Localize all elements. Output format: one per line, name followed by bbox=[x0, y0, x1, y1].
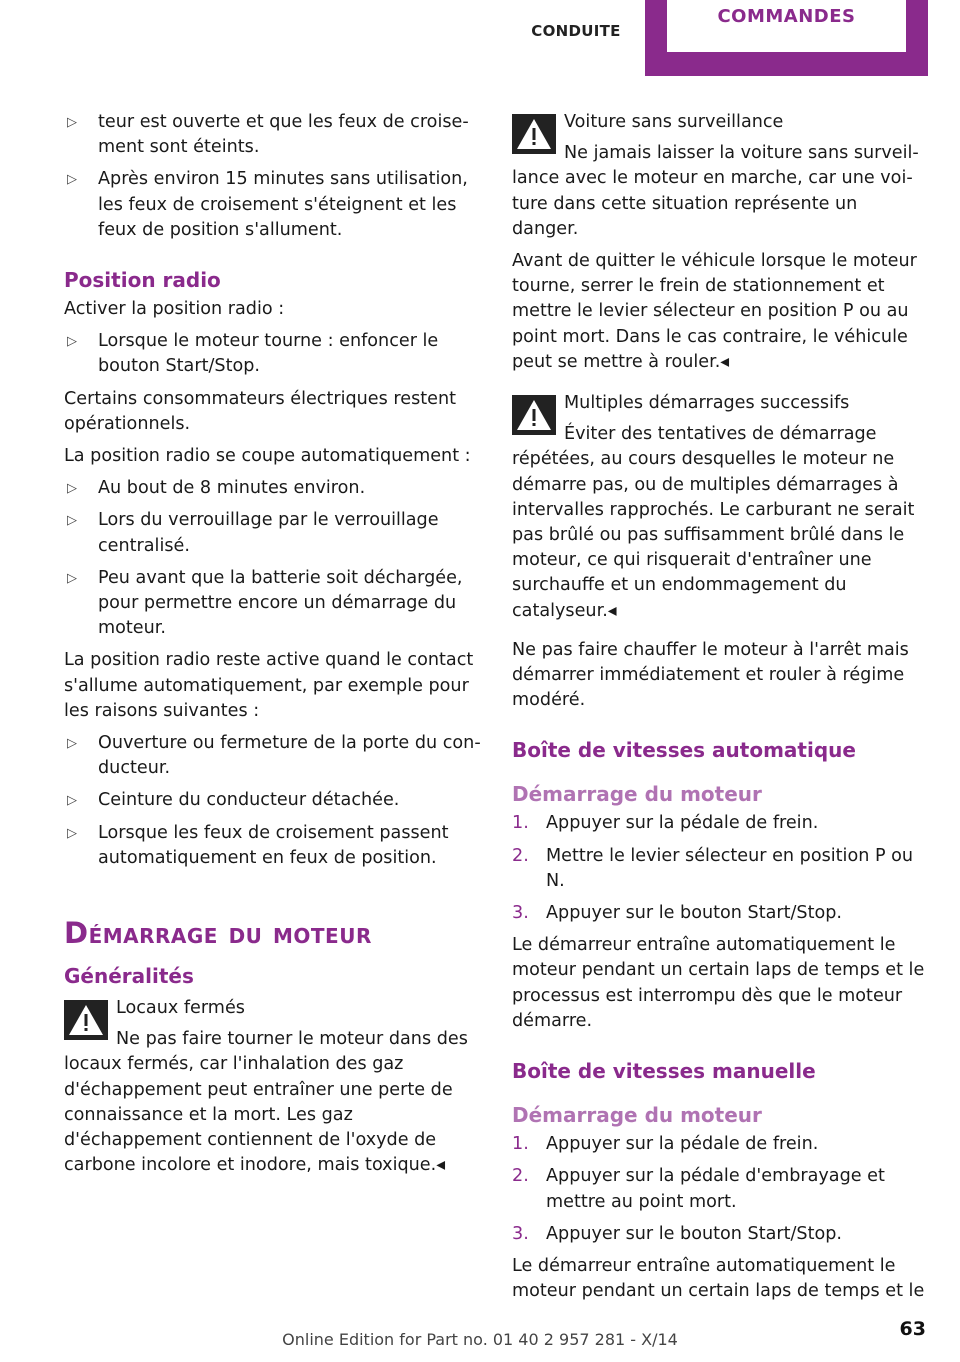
warning-locaux-fermes bbox=[64, 996, 482, 1178]
left-column bbox=[64, 110, 482, 1179]
section-tab-conduite[interactable]: CONDUITE bbox=[531, 22, 621, 40]
warning-body: Éviter des tentatives de démarrage répétées, au cours desquelles le moteur ne démarre pas, ou de multiples démarrages à intervalles rapprochés. Le carburant ne serait pas brûlé ou pas suffisamment brûlé dans le moteur, ce qui risquerait d'entraîner une surchauffe et un endommagement du catalyseur.◂ bbox=[512, 424, 915, 621]
warning-body: Ne pas faire tourner le moteur dans des locaux fermés, car l'inhalation des gaz d'échappement peut entraîner une perte de connaissance et la mort. Les gaz d'échappement contiennent de l'oxyde de carbone incolore et inodore, mais toxique.◂ bbox=[64, 1029, 468, 1176]
heading-boite-automatique: Boîte de vitesses automatique bbox=[512, 738, 856, 763]
subheading-demarrage-manuelle: Démarrage du moteur bbox=[512, 1103, 762, 1128]
right-column bbox=[512, 110, 928, 1304]
bullet-item: ▷ Peu avant que la batterie soit déchargée, pour permettre encore un démarrage du moteur. bbox=[64, 566, 482, 642]
step-number: 2. bbox=[512, 845, 529, 866]
bullet-item: ▷ Au bout de 8 minutes environ. bbox=[64, 476, 482, 501]
bullet-item: ▷ Ouverture ou fermeture de la porte du conducteur. bbox=[64, 731, 482, 781]
warning-triangle-icon bbox=[512, 114, 556, 154]
warning-body: Ne jamais laisser la voiture sans surveillance avec le moteur en marche, car une voiture dans cette situation représente un danger. bbox=[512, 143, 919, 239]
bullet-item: ▷ Ceinture du conducteur détachée. bbox=[64, 788, 482, 813]
bullet-item: ▷ Après environ 15 minutes sans utilisation, les feux de croisement s'éteignent et les feux de position s'allument. bbox=[64, 167, 482, 243]
step-text: Appuyer sur la pédale d'embrayage et mettre au point mort. bbox=[546, 1166, 885, 1212]
bullet-item: ▷ Lors du verrouillage par le verrouillage centralisé. bbox=[64, 508, 482, 558]
heading-generalites: Généralités bbox=[64, 964, 194, 989]
section-tab-commandes-active[interactable] bbox=[645, 0, 928, 76]
paragraph: Avant de quitter le véhicule lorsque le moteur tourne, serrer le frein de stationnement et mettre le levier sélecteur en position P ou au point mort. Dans le cas contraire, le véhicule peut se mettre à rouler.◂ bbox=[512, 251, 917, 372]
heading-position-radio: Position radio bbox=[64, 268, 221, 293]
step-number: 3. bbox=[512, 903, 529, 924]
paragraph: Le démarreur entraîne automatiquement le moteur pendant un certain laps de temps et le processus est interrompu dès que le moteur démarre. bbox=[512, 935, 925, 1031]
warning-demarrages-successifs bbox=[512, 391, 928, 624]
heading-boite-manuelle: Boîte de vitesses manuelle bbox=[512, 1059, 816, 1084]
warning-voiture-sans-surveillance bbox=[512, 110, 928, 242]
step-number: 1. bbox=[512, 813, 529, 834]
paragraph: La position radio se coupe automatiquement : bbox=[64, 446, 471, 467]
warning-triangle-icon bbox=[512, 395, 556, 435]
warning-title: Locaux fermés bbox=[116, 998, 245, 1019]
step-number: 3. bbox=[512, 1223, 529, 1244]
step-number: 1. bbox=[512, 1134, 529, 1155]
paragraph: Activer la position radio : bbox=[64, 299, 285, 320]
step-text: Appuyer sur le bouton Start/Stop. bbox=[546, 1223, 843, 1244]
warning-triangle-icon bbox=[64, 1000, 108, 1040]
step-text: Appuyer sur la pédale de frein. bbox=[546, 813, 819, 834]
section-heading-demarrage: Démarrage du moteur bbox=[64, 916, 372, 951]
subheading-demarrage-auto: Démarrage du moteur bbox=[512, 782, 762, 807]
paragraph: Certains consommateurs électriques restent opérationnels. bbox=[64, 388, 457, 434]
paragraph: Le démarreur entraîne automatiquement le moteur pendant un certain laps de temps et le bbox=[512, 1255, 925, 1302]
bullet-item: ▷ Lorsque les feux de croisement passent automatiquement en feux de position. bbox=[64, 821, 482, 871]
paragraph: La position radio reste active quand le contact s'allume automatiquement, par exemple pour les raisons suivantes : bbox=[64, 650, 474, 721]
list-item-continued: ▷ teur est ouverte et que les feux de croisement sont éteints. bbox=[64, 110, 482, 160]
numbered-step bbox=[512, 844, 928, 894]
numbered-step bbox=[512, 1132, 928, 1157]
numbered-list-manuelle bbox=[512, 1132, 928, 1247]
step-text: Appuyer sur la pédale de frein. bbox=[546, 1134, 819, 1155]
numbered-step bbox=[512, 811, 928, 836]
step-number: 2. bbox=[512, 1166, 529, 1187]
section-tab-commandes-label: COMMANDES bbox=[717, 6, 856, 27]
step-text: Mettre le levier sélecteur en position P ou N. bbox=[546, 845, 914, 891]
numbered-list-automatique bbox=[512, 811, 928, 926]
step-text: Appuyer sur le bouton Start/Stop. bbox=[546, 903, 843, 924]
bullet-item: ▷ Lorsque le moteur tourne : enfoncer le bouton Start/Stop. bbox=[64, 329, 482, 379]
numbered-step bbox=[512, 1164, 928, 1214]
page-number: 63 bbox=[899, 1318, 926, 1340]
warning-title: Voiture sans surveillance bbox=[564, 112, 784, 132]
numbered-step bbox=[512, 1222, 928, 1247]
paragraph: Ne pas faire chauffer le moteur à l'arrêt mais démarrer immédiatement et rouler à régime modéré. bbox=[512, 639, 909, 711]
footer-edition: Online Edition for Part no. 01 40 2 957 281 - X/14 bbox=[282, 1330, 678, 1349]
warning-title: Multiples démarrages successifs bbox=[564, 393, 850, 414]
numbered-step bbox=[512, 901, 928, 926]
